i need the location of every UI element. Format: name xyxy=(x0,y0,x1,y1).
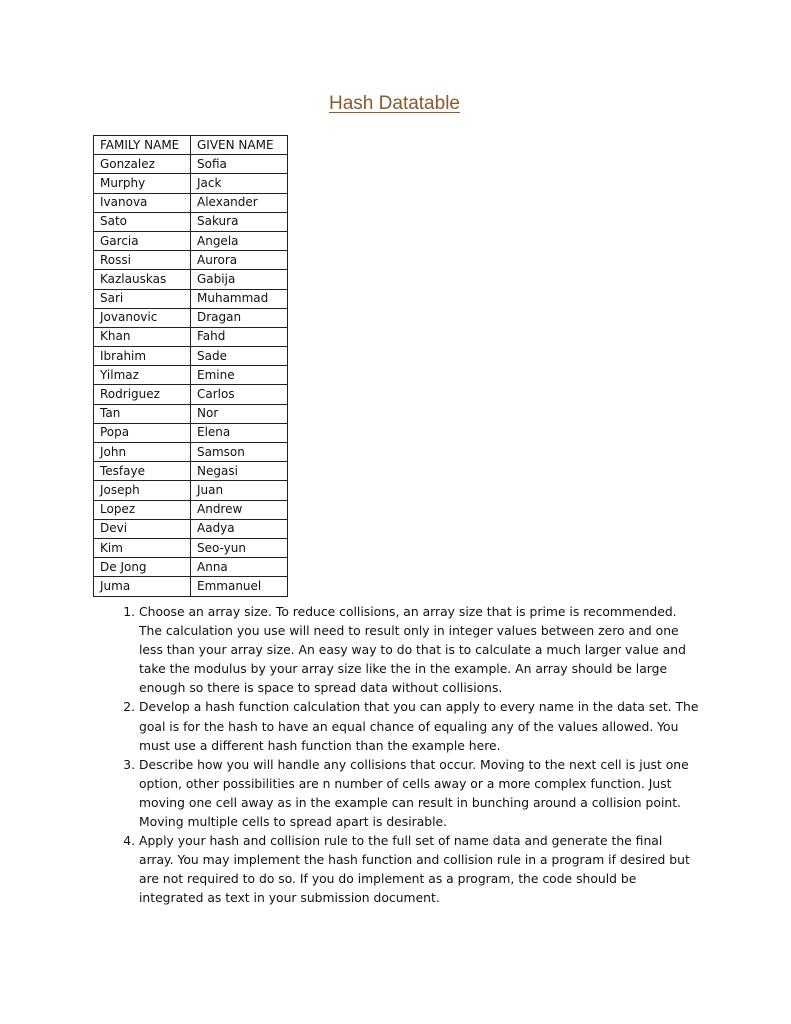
given-name-cell: Nor xyxy=(191,404,288,423)
page-title xyxy=(0,93,791,115)
family-name-cell: Popa xyxy=(94,423,191,442)
family-name-cell: John xyxy=(94,443,191,462)
table-row xyxy=(94,193,288,212)
page-title-text: Hash Datatable xyxy=(329,93,460,114)
table-row xyxy=(94,174,288,193)
table-header-row xyxy=(94,136,288,155)
table-row xyxy=(94,327,288,346)
table-row xyxy=(94,289,288,308)
table-row xyxy=(94,212,288,231)
family-name-cell: Joseph xyxy=(94,481,191,500)
family-name-cell: Devi xyxy=(94,519,191,538)
given-name-cell: Emine xyxy=(191,366,288,385)
given-name-cell: Emmanuel xyxy=(191,577,288,596)
table-row xyxy=(94,481,288,500)
given-name-cell: Aadya xyxy=(191,519,288,538)
family-name-cell: Ibrahim xyxy=(94,347,191,366)
given-name-cell: Juan xyxy=(191,481,288,500)
family-name-cell: Kim xyxy=(94,538,191,557)
instructions-list xyxy=(109,603,699,909)
family-name-cell: Rodriguez xyxy=(94,385,191,404)
family-name-cell: Juma xyxy=(94,577,191,596)
given-name-cell: Anna xyxy=(191,558,288,577)
family-name-cell: Murphy xyxy=(94,174,191,193)
table-row xyxy=(94,251,288,270)
given-name-cell: Samson xyxy=(191,443,288,462)
given-name-cell: Gabija xyxy=(191,270,288,289)
column-header-family-name: FAMILY NAME xyxy=(94,136,191,155)
table-row xyxy=(94,404,288,423)
table-row xyxy=(94,155,288,174)
table-row xyxy=(94,308,288,327)
family-name-cell: De Jong xyxy=(94,558,191,577)
given-name-cell: Andrew xyxy=(191,500,288,519)
given-name-cell: Sade xyxy=(191,347,288,366)
family-name-cell: Tesfaye xyxy=(94,462,191,481)
given-name-cell: Carlos xyxy=(191,385,288,404)
given-name-cell: Elena xyxy=(191,423,288,442)
table-row xyxy=(94,347,288,366)
given-name-cell: Muhammad xyxy=(191,289,288,308)
given-name-cell: Jack xyxy=(191,174,288,193)
instruction-item: 2. Develop a hash function calculation that you can apply to every name in the data set. The goal is for the hash to have an equal chance of equaling any of the values allowed. You must use a different hash function than the example here. xyxy=(139,698,699,755)
given-name-cell: Angela xyxy=(191,231,288,250)
table-row xyxy=(94,558,288,577)
given-name-cell: Fahd xyxy=(191,327,288,346)
family-name-cell: Sato xyxy=(94,212,191,231)
table-row xyxy=(94,385,288,404)
family-name-cell: Sari xyxy=(94,289,191,308)
table-row xyxy=(94,500,288,519)
family-name-cell: Lopez xyxy=(94,500,191,519)
names-table xyxy=(93,135,288,597)
family-name-cell: Khan xyxy=(94,327,191,346)
given-name-cell: Seo-yun xyxy=(191,538,288,557)
table-row xyxy=(94,366,288,385)
family-name-cell: Yilmaz xyxy=(94,366,191,385)
column-header-given-name: GIVEN NAME xyxy=(191,136,288,155)
table-row xyxy=(94,270,288,289)
family-name-cell: Jovanovic xyxy=(94,308,191,327)
instruction-item: 3. Describe how you will handle any collisions that occur. Moving to the next cell is just one option, other possibilities are n number of cells away or a more complex function. Just moving one cell away as in the example can result in bunching around a collision point. Moving multiple cells to spread apart is desirable. xyxy=(139,756,699,832)
given-name-cell: Aurora xyxy=(191,251,288,270)
family-name-cell: Kazlauskas xyxy=(94,270,191,289)
family-name-cell: Gonzalez xyxy=(94,155,191,174)
given-name-cell: Dragan xyxy=(191,308,288,327)
given-name-cell: Sofia xyxy=(191,155,288,174)
given-name-cell: Negasi xyxy=(191,462,288,481)
family-name-cell: Tan xyxy=(94,404,191,423)
given-name-cell: Sakura xyxy=(191,212,288,231)
family-name-cell: Ivanova xyxy=(94,193,191,212)
table-row xyxy=(94,577,288,596)
names-table-body xyxy=(94,155,288,596)
table-row xyxy=(94,538,288,557)
table-row xyxy=(94,231,288,250)
family-name-cell: Garcia xyxy=(94,231,191,250)
table-row xyxy=(94,443,288,462)
given-name-cell: Alexander xyxy=(191,193,288,212)
table-row xyxy=(94,462,288,481)
instruction-item: 1. Choose an array size. To reduce collisions, an array size that is prime is recommended. The calculation you use will need to result only in integer values between zero and one less than your array size. An easy way to do that is to calculate a much larger value and take the modulus by your array size like the in the example. An array should be large enough so there is space to spread data without collisions. xyxy=(139,603,699,698)
instruction-item: 4. Apply your hash and collision rule to the full set of name data and generate the final array. You may implement the hash function and collision rule in a program if desired but are not required to do so. If you do implement as a program, the code should be integrated as text in your submission document. xyxy=(139,832,699,908)
family-name-cell: Rossi xyxy=(94,251,191,270)
table-row xyxy=(94,423,288,442)
table-row xyxy=(94,519,288,538)
